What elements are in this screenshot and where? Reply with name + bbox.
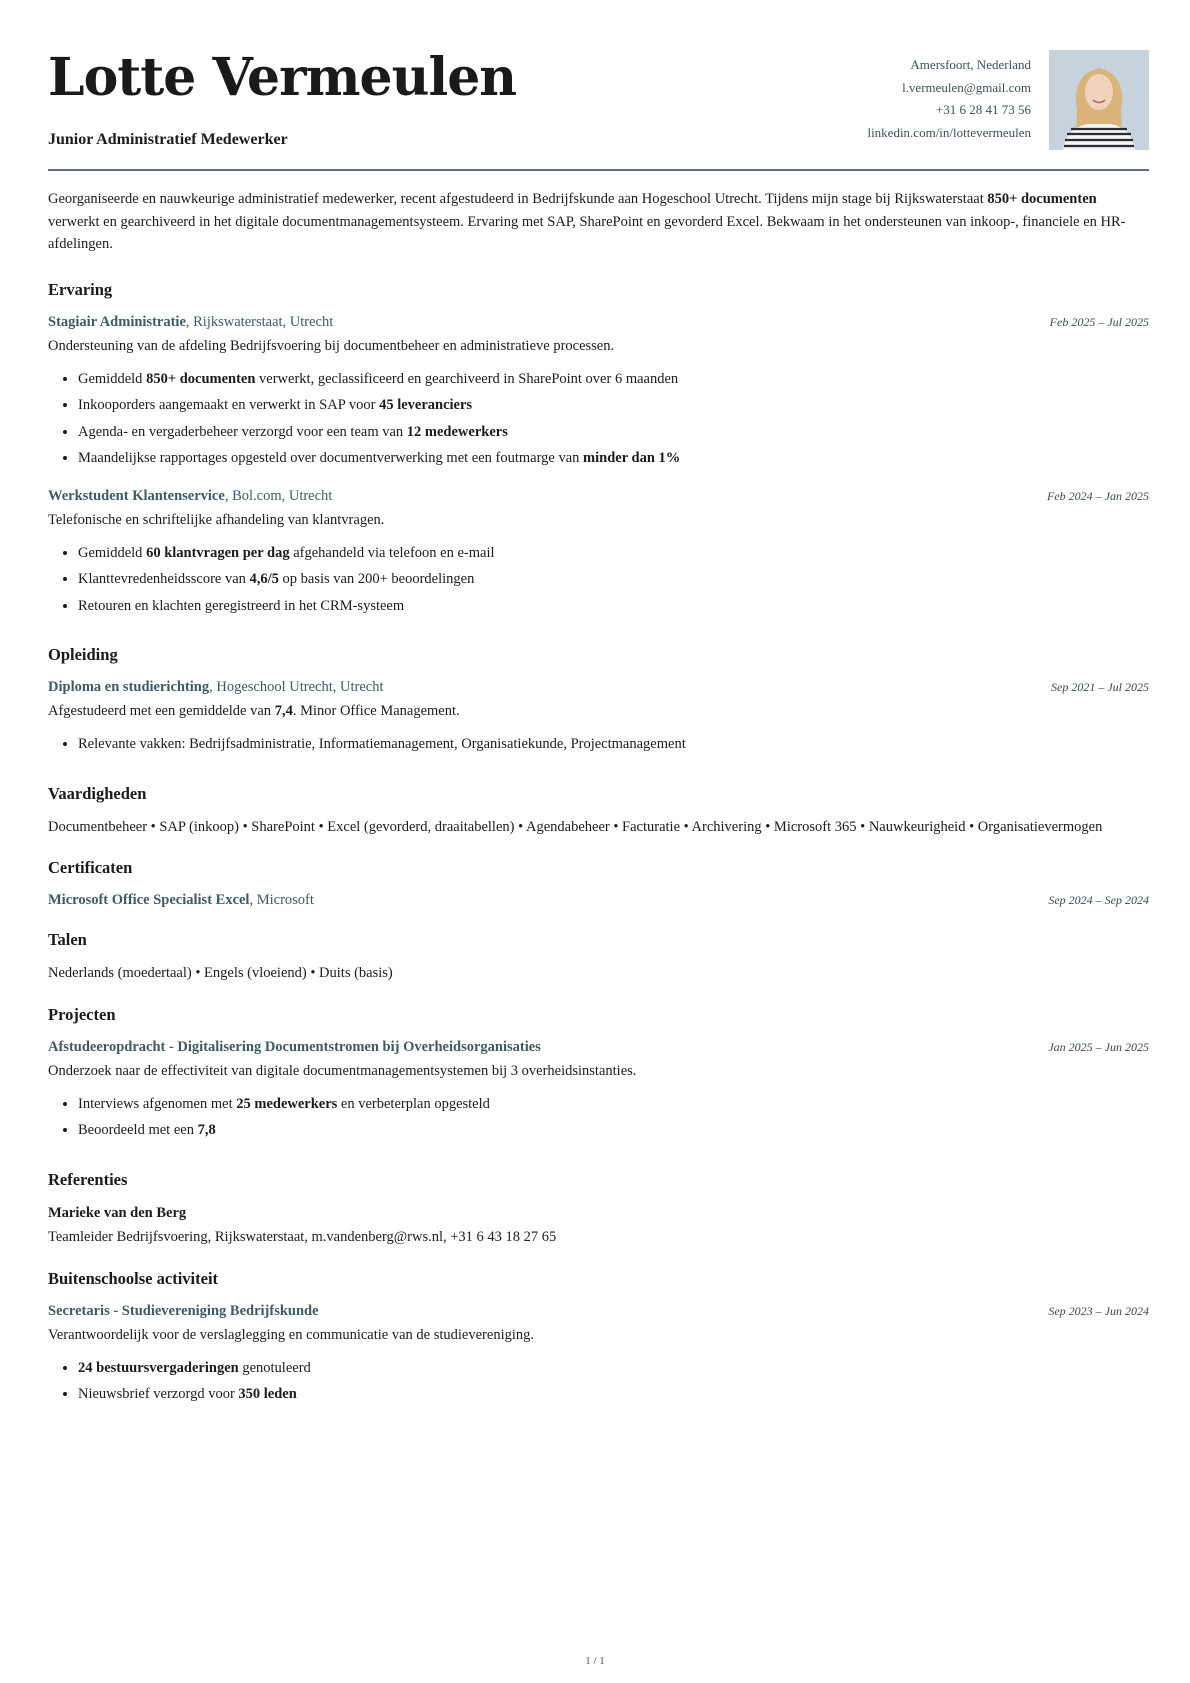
entry-date: Sep 2021 – Jul 2025 xyxy=(1051,680,1149,694)
education-entry xyxy=(48,677,1149,758)
bullet-item: • Gemiddeld 60 klantvragen per dag afgehandeld via telefoon en e-mail xyxy=(78,540,1149,567)
entry-description: Afgestudeerd met een gemiddelde van 7,4. Minor Office Management. xyxy=(48,703,460,719)
bullet-item: • 24 bestuursvergaderingen genotuleerd xyxy=(78,1355,1149,1382)
entry-description: Telefonische en schriftelijke afhandeling van klantvragen. xyxy=(48,511,385,528)
bullet-item: • Agenda- en vergaderbeheer verzorgd voor een team van 12 medewerkers xyxy=(78,419,1149,446)
entry-date: Feb 2025 – Jul 2025 xyxy=(1049,314,1149,329)
candidate-role: Junior Administratief Medewerker xyxy=(48,131,288,148)
bullet-item: • Inkooporders aangemaakt en verwerkt in SAP voor 45 leveranciers xyxy=(78,392,1149,419)
certificate-entry xyxy=(48,890,1149,910)
portrait-image-icon xyxy=(1049,50,1149,150)
bullet-item: • Klanttevredenheidsscore van 4,6/5 op basis van 200+ beoordelingen xyxy=(78,566,1149,593)
profile-photo xyxy=(1049,50,1149,150)
entry-bullets xyxy=(48,1355,1149,1408)
entry-title: Stagiair Administratie, Rijkswaterstaat, Utrecht xyxy=(48,313,334,330)
reference-details: Teamleider Bedrijfsvoering, Rijkswaterstaat, m.vandenberg@rws.nl, +31 6 43 18 27 65 xyxy=(48,1228,557,1245)
bullet-item: • Nieuwsbrief verzorgd voor 350 leden xyxy=(78,1381,1149,1408)
entry-bullets xyxy=(48,540,1149,620)
bullet-item: • Gemiddeld 850+ documenten verwerkt, geclassificeerd en gearchiveerd in SharePoint over 6 maanden xyxy=(78,366,1149,393)
section-title-languages: Talen xyxy=(48,929,87,949)
contact-location: Amersfoort, Nederland xyxy=(910,57,1031,72)
section-title-certificates: Certificaten xyxy=(48,857,133,877)
entry-date: Jan 2025 – Jun 2025 xyxy=(1048,1039,1149,1054)
bullet-item: • Relevante vakken: Bedrijfsadministratie, Informatiemanagement, Organisatiekunde, Projectmanagement xyxy=(78,731,1149,758)
entry-date: Sep 2023 – Jun 2024 xyxy=(1048,1303,1149,1318)
contact-block xyxy=(867,54,1031,144)
section-title-skills: Vaardigheden xyxy=(48,783,147,803)
summary-text-cont: verwerkt en gearchiveerd in het digitale documentmanagementsysteem. Ervaring met SAP, SharePoint en gevorderd Excel. Bekwaam in het ondersteunen van inkoop-, financiele en HR-afdelingen. xyxy=(48,213,1126,252)
contact-linkedin[interactable]: linkedin.com/in/lottevermeulen xyxy=(867,124,1031,140)
bullet-item: • Beoordeeld met een 7,8 xyxy=(78,1117,1149,1144)
entry-description: Ondersteuning van de afdeling Bedrijfsvoering bij documentbeheer en administratieve processen. xyxy=(48,337,615,354)
entry-description: Onderzoek naar de effectiviteit van digitale documentmanagementsystemen bij 3 overheidsinstanties. xyxy=(48,1062,637,1079)
entry-title: Diploma en studierichting, Hogeschool Utrecht, Utrecht xyxy=(48,679,384,695)
header-divider xyxy=(48,169,1149,171)
candidate-name: Lotte Vermeulen xyxy=(48,47,517,108)
languages-list: Nederlands (moedertaal) • Engels (vloeiend) • Duits (basis) xyxy=(48,964,393,981)
experience-entry xyxy=(48,486,1149,620)
skills-list: Documentbeheer • SAP (inkoop) • SharePoint • Excel (gevorderd, draaitabellen) • Agendabeheer • Facturatie • Archivering • Microsoft 365 • Nauwkeurigheid • Organisatievermogen xyxy=(48,818,1103,835)
entry-title: Secretaris - Studievereniging Bedrijfskunde xyxy=(48,1302,319,1319)
contact-email[interactable]: l.vermeulen@gmail.com xyxy=(902,79,1031,95)
contact-phone: +31 6 28 41 73 56 xyxy=(935,102,1031,117)
page-number: 1 / 1 xyxy=(585,1655,605,1667)
experience-entry xyxy=(48,312,1149,472)
entry-title: Afstudeeropdracht - Digitalisering Documentstromen bij Overheidsorganisaties xyxy=(48,1038,541,1055)
extracurricular-entry xyxy=(48,1301,1149,1408)
project-entry xyxy=(48,1037,1149,1144)
section-title-references: Referenties xyxy=(48,1169,128,1189)
summary-highlight: 850+ documenten xyxy=(987,191,1097,207)
reference-name: Marieke van den Berg xyxy=(48,1204,187,1221)
section-title-education: Opleiding xyxy=(48,645,118,664)
entry-date: Sep 2024 – Sep 2024 xyxy=(1048,892,1149,907)
entry-bullets xyxy=(48,731,1149,758)
bullet-item: • Retouren en klachten geregistreerd in het CRM-systeem xyxy=(78,593,1149,620)
profile-summary xyxy=(48,188,1149,256)
entry-date: Feb 2024 – Jan 2025 xyxy=(1047,488,1149,503)
entry-bullets xyxy=(48,366,1149,472)
bullet-item: • Interviews afgenomen met 25 medewerkers en verbeterplan opgesteld xyxy=(78,1091,1149,1118)
entry-title: Werkstudent Klantenservice, Bol.com, Utrecht xyxy=(48,487,333,504)
entry-bullets xyxy=(48,1091,1149,1144)
entry-description: Verantwoordelijk voor de verslaglegging en communicatie van de studievereniging. xyxy=(48,1326,535,1343)
entry-title: Microsoft Office Specialist Excel, Microsoft xyxy=(48,891,314,908)
resume-header xyxy=(48,0,1149,170)
section-title-extracurricular: Buitenschoolse activiteit xyxy=(48,1268,219,1288)
section-title-projects: Projecten xyxy=(48,1004,116,1024)
resume-page xyxy=(48,0,1149,1420)
bullet-item: • Maandelijkse rapportages opgesteld over documentverwerking met een foutmarge van minder dan 1% xyxy=(78,445,1149,472)
section-title-experience: Ervaring xyxy=(48,279,113,299)
summary-text: Georganiseerde en nauwkeurige administratief medewerker, recent afgestudeerd in Bedrijfskunde aan Hogeschool Utrecht. Tijdens mijn stage bij Rijkswaterstaat xyxy=(48,191,988,207)
